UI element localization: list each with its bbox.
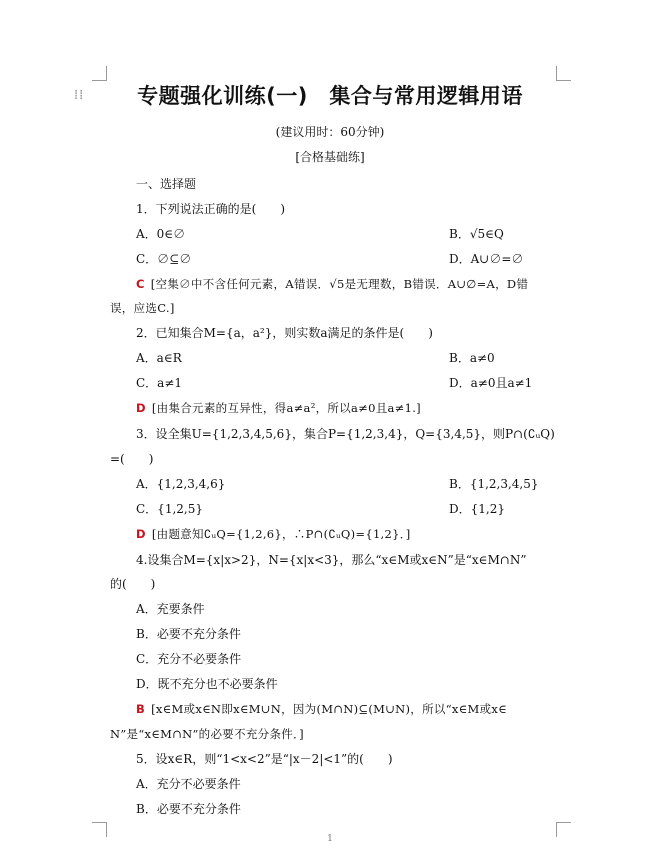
question-5-stem: 5．设x∈R，则“1<x<2”是“|x－2|<1”的( ): [136, 752, 393, 766]
question-3-answer: [136, 526, 556, 542]
question-4-stem-cont: 的( ): [110, 577, 156, 591]
question-3-stem-cont: =( ): [110, 452, 154, 466]
question-4-option-d: D．既不充分也不必要条件: [136, 677, 278, 691]
question-4-stem: 4.设集合M={x|x>2}，N={x|x<3}，那么“x∈M或x∈N”是“x∈M∩N”: [136, 553, 527, 567]
answer-letter: D: [136, 401, 146, 415]
question-1-options-ab: [136, 226, 556, 242]
page-number: 1: [327, 834, 333, 844]
question-2-stem: 2．已知集合M={a，a²}，则实数a满足的条件是( ): [136, 326, 433, 340]
explanation: [由集合元素的互异性，得a≠a²，所以a≠0且a≠1.]: [151, 401, 421, 415]
question-4-answer: [136, 701, 556, 717]
crop-mark-top-left: [92, 66, 107, 81]
option-c: C．∅⊆∅: [136, 252, 192, 266]
option-d: D．A∪∅=∅: [449, 252, 524, 266]
answer-letter: C: [136, 277, 145, 291]
option-a: A．a∈R: [136, 351, 182, 365]
suggested-time: (建议用时：60分钟): [275, 125, 385, 139]
option-a: A．0∈∅: [136, 227, 186, 241]
question-4-explanation-cont: N”是“x∈M∩N”的必要不充分条件．]: [110, 727, 304, 741]
section-label: [合格基础练]: [295, 150, 365, 164]
question-2-options-cd: [136, 375, 556, 391]
drag-handle-icon[interactable]: ⁞⁞: [74, 88, 85, 103]
question-4-option-c: C．充分不必要条件: [136, 652, 242, 666]
question-3-options-cd: [136, 501, 556, 517]
option-b: B．{1,2,3,4,5}: [449, 477, 539, 491]
option-d: D．{1,2}: [449, 502, 505, 516]
answer-letter: B: [136, 702, 146, 716]
question-5-option-a: A．充分不必要条件: [136, 777, 241, 791]
option-b: B．√5∈Q: [449, 227, 504, 241]
option-d: D．a≠0且a≠1: [449, 376, 533, 390]
answer-letter: D: [136, 527, 146, 541]
question-4-option-a: A．充要条件: [136, 602, 205, 616]
question-1-stem: 1．下列说法正确的是( ): [136, 202, 285, 216]
page-title: 专题强化训练(一) 集合与常用逻辑用语: [137, 84, 523, 108]
explanation-line-1: [空集∅中不含任何元素，A错误．√5是无理数，B错误．A∪∅=A，D错: [150, 277, 529, 291]
question-2-answer: [136, 400, 556, 416]
question-3-options-ab: [136, 476, 556, 492]
option-b: B．a≠0: [449, 351, 495, 365]
question-1-options-cd: [136, 251, 556, 267]
question-3-stem: 3．设全集U={1,2,3,4,5,6}，集合P={1,2,3,4}，Q={3,4,5}，则P∩(∁ᵤQ): [136, 427, 555, 441]
option-c: C．{1,2,5}: [136, 502, 203, 516]
explanation-line-1: [x∈M或x∈N即x∈M∪N，因为(M∩N)⊆(M∪N)，所以“x∈M或x∈: [151, 702, 507, 716]
question-1-answer: [136, 276, 556, 292]
question-1-explanation-cont: 误，应选C.]: [110, 301, 175, 315]
crop-mark-top-right: [556, 66, 571, 81]
part-heading: 一、选择题: [136, 177, 197, 191]
explanation: [由题意知∁ᵤQ={1,2,6}，∴P∩(∁ᵤQ)={1,2}．]: [151, 527, 411, 541]
option-c: C．a≠1: [136, 376, 183, 390]
option-a: A．{1,2,3,4,6}: [136, 477, 226, 491]
question-2-options-ab: [136, 350, 556, 366]
question-4-option-b: B．必要不充分条件: [136, 627, 241, 641]
question-5-option-b: B．必要不充分条件: [136, 802, 241, 816]
